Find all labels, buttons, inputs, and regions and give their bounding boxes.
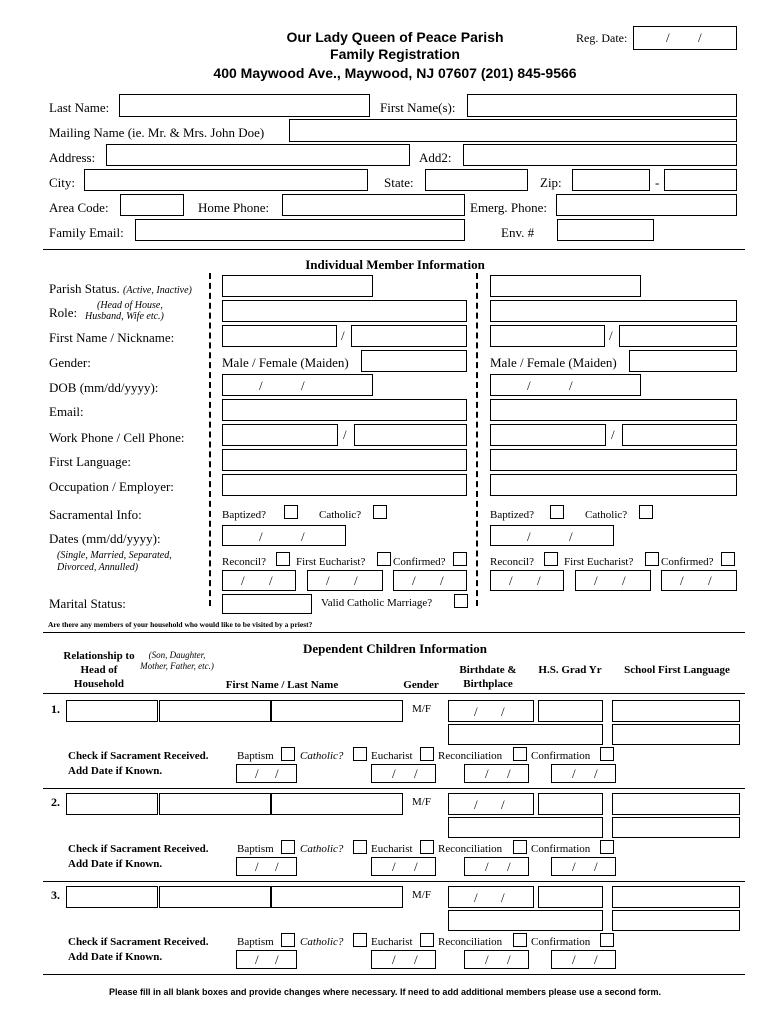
member-b-baptized-check[interactable]: [550, 505, 564, 519]
reg-date-input[interactable]: / /: [633, 26, 737, 50]
city-input[interactable]: [84, 169, 368, 191]
divider: [43, 881, 745, 882]
env-input[interactable]: [557, 219, 654, 241]
divider: [43, 788, 745, 789]
baptism-check[interactable]: [281, 747, 295, 761]
eucharist-date[interactable]: / /: [371, 950, 436, 969]
member-b-dob[interactable]: / /: [490, 374, 641, 396]
reconciliation-label: Reconciliation: [438, 936, 503, 948]
check-sacrament-label: Check if Sacrament Received.: [68, 843, 209, 855]
member-b-eucharist-date[interactable]: / /: [575, 570, 651, 591]
emerg-phone-label: Emerg. Phone:: [470, 200, 548, 215]
reconciliation-date[interactable]: / /: [464, 764, 529, 783]
member-a-reconcil-check[interactable]: [276, 552, 290, 566]
child-birthdate-input[interactable]: / /: [448, 886, 534, 908]
role-hint: (Head of House,: [97, 300, 163, 311]
language-label: First Language:: [49, 454, 131, 469]
confirmation-check[interactable]: [600, 747, 614, 761]
member-b-reconcil-date[interactable]: / /: [490, 570, 564, 591]
child-school-input[interactable]: [612, 700, 740, 722]
baptism-label: Baptism: [237, 750, 274, 762]
add-date-label: Add Date if Known.: [68, 858, 163, 870]
env-label: Env. #: [501, 225, 535, 240]
eucharist-label: Eucharist: [371, 750, 413, 762]
home-phone-input[interactable]: [282, 194, 465, 216]
child-relationship-input[interactable]: [66, 793, 158, 815]
member-b-gender-text: Male / Female (Maiden): [490, 355, 617, 370]
state-input[interactable]: [425, 169, 528, 191]
divider: [43, 632, 745, 633]
add2-input[interactable]: [463, 144, 737, 166]
member-a-nickname[interactable]: [351, 325, 467, 347]
child-school-input[interactable]: [612, 793, 740, 815]
eucharist-check[interactable]: [420, 933, 434, 947]
child-birthplace-input[interactable]: [448, 910, 603, 931]
children-title: Dependent Children Information: [303, 641, 487, 656]
child-grad-input[interactable]: [538, 700, 603, 722]
confirmation-check[interactable]: [600, 840, 614, 854]
catholic-check[interactable]: [353, 747, 367, 761]
catholic-check[interactable]: [353, 933, 367, 947]
confirmation-label: Confirmation: [531, 936, 591, 948]
baptism-label: Baptism: [237, 936, 274, 948]
member-a-cell-phone[interactable]: [354, 424, 467, 446]
mailing-label: Mailing Name (ie. Mr. & Mrs. John Doe): [49, 125, 265, 140]
catholic-label: Catholic?: [300, 750, 344, 762]
child-language-input[interactable]: [612, 910, 740, 931]
zip4-input[interactable]: [664, 169, 737, 191]
last-name-label: Last Name:: [49, 100, 110, 115]
parish-status-label: Parish Status. (Active, Inactive): [49, 281, 192, 296]
member-b-reconcil-check[interactable]: [544, 552, 558, 566]
reconciliation-label: Reconciliation: [438, 843, 503, 855]
baptism-date[interactable]: / /: [236, 857, 297, 876]
child-last-name-input[interactable]: [271, 886, 403, 908]
eucharist-date[interactable]: / /: [371, 857, 436, 876]
child-last-name-input[interactable]: [271, 700, 403, 722]
child-row-number: 1.: [51, 702, 60, 716]
member-a-role[interactable]: [222, 300, 467, 322]
baptism-check[interactable]: [281, 933, 295, 947]
child-mf: M/F: [412, 889, 431, 901]
area-code-input[interactable]: [120, 194, 184, 216]
phones-label: Work Phone / Cell Phone:: [49, 430, 185, 445]
confirmation-date[interactable]: / /: [551, 764, 616, 783]
baptism-check[interactable]: [281, 840, 295, 854]
member-b-parish-status[interactable]: [490, 275, 641, 297]
member-b-confirmed-check[interactable]: [721, 552, 735, 566]
child-grad-input[interactable]: [538, 793, 603, 815]
dates-label: Dates (mm/dd/yyyy):: [49, 531, 161, 546]
col-birth: Birthdate & Birthplace: [459, 664, 517, 690]
child-row-number: 3.: [51, 888, 60, 902]
catholic-label: Catholic?: [300, 936, 344, 948]
eucharist-check[interactable]: [420, 840, 434, 854]
state-label: State:: [384, 175, 414, 190]
parish-address: 400 Maywood Ave., Maywood, NJ 07607 (201) 845-9566: [213, 65, 577, 81]
child-grad-input[interactable]: [538, 886, 603, 908]
col-relationship: Relationship to Head of Household: [63, 650, 135, 690]
dob-label: DOB (mm/dd/yyyy):: [49, 380, 159, 395]
area-code-label: Area Code:: [49, 200, 109, 215]
role-label: Role:: [49, 305, 78, 320]
member-b-cell-phone[interactable]: [622, 424, 737, 446]
col-school: School First Language: [624, 664, 730, 676]
member-a-reconcil-date[interactable]: / /: [222, 570, 296, 591]
valid-marriage-label: Valid Catholic Marriage?: [321, 597, 433, 609]
child-relationship-input[interactable]: [66, 886, 158, 908]
check-sacrament-label: Check if Sacrament Received.: [68, 936, 209, 948]
child-first-name-input[interactable]: [159, 886, 271, 908]
col-grad: H.S. Grad Yr: [538, 664, 602, 676]
member-b-nickname[interactable]: [619, 325, 737, 347]
member-b-eucharist: First Eucharist?: [564, 556, 634, 568]
reconciliation-check[interactable]: [513, 747, 527, 761]
mailing-input[interactable]: [289, 119, 737, 142]
member-a-language[interactable]: [222, 449, 467, 471]
member-b-confirmed: Confirmed?: [661, 556, 714, 568]
child-relationship-input[interactable]: [66, 700, 158, 722]
add2-label: Add2:: [419, 150, 452, 165]
child-language-input[interactable]: [612, 724, 740, 745]
family-email-input[interactable]: [135, 219, 465, 241]
member-a-confirmed: Confirmed?: [393, 556, 446, 568]
member-b-sacrament-date[interactable]: / /: [490, 525, 614, 546]
first-name-label: First Name / Nickname:: [49, 330, 175, 345]
dates-hint: Divorced, Annulled): [57, 562, 139, 573]
sacramental-label: Sacramental Info:: [49, 507, 142, 522]
first-names-label: First Name(s):: [380, 100, 456, 115]
member-a-baptized: Baptized?: [222, 509, 266, 521]
col-gender: Gender: [403, 679, 439, 691]
marital-label: Marital Status:: [49, 596, 126, 611]
member-b-eucharist-check[interactable]: [645, 552, 659, 566]
confirmation-label: Confirmation: [531, 750, 591, 762]
slash: /: [609, 328, 613, 343]
parish-name: Our Lady Queen of Peace Parish: [286, 29, 504, 45]
divider: [43, 249, 745, 250]
home-phone-label: Home Phone:: [198, 200, 270, 215]
col-relationship-hint: (Son, Daughter, Mother, Father, etc.): [140, 650, 214, 671]
email-label: Email:: [49, 404, 84, 419]
member-b-language[interactable]: [490, 449, 737, 471]
baptism-label: Baptism: [237, 843, 274, 855]
first-names-input[interactable]: [467, 94, 737, 117]
child-birthdate-input[interactable]: / /: [448, 793, 534, 815]
add-date-label: Add Date if Known.: [68, 765, 163, 777]
zip-input[interactable]: [572, 169, 650, 191]
member-b-occupation[interactable]: [490, 474, 737, 496]
occupation-label: Occupation / Employer:: [49, 479, 174, 494]
eucharist-check[interactable]: [420, 747, 434, 761]
member-a-parish-status[interactable]: [222, 275, 373, 297]
check-sacrament-label: Check if Sacrament Received.: [68, 750, 209, 762]
child-row-number: 2.: [51, 795, 60, 809]
family-email-label: Family Email:: [49, 225, 124, 240]
member-b-confirmed-date[interactable]: / /: [661, 570, 737, 591]
member-a-maiden[interactable]: [361, 350, 467, 372]
eucharist-label: Eucharist: [371, 843, 413, 855]
address-label: Address:: [49, 150, 96, 165]
zip-label: Zip:: [540, 175, 562, 190]
member-a-catholic: Catholic?: [319, 509, 362, 521]
footer-note: Please fill in all blank boxes and provide changes where necessary. If need to add additional members please use a second form.: [108, 987, 662, 997]
form-title: Family Registration: [330, 46, 460, 62]
child-last-name-input[interactable]: [271, 793, 403, 815]
eucharist-date[interactable]: / /: [371, 764, 436, 783]
gender-label: Gender:: [49, 355, 91, 370]
emerg-phone-input[interactable]: [556, 194, 737, 216]
member-a-dob[interactable]: / /: [222, 374, 373, 396]
member-b-maiden[interactable]: [629, 350, 737, 372]
confirmation-date[interactable]: / /: [551, 950, 616, 969]
child-school-input[interactable]: [612, 886, 740, 908]
separator: [476, 273, 478, 606]
member-a-reconcil: Reconcil?: [222, 556, 266, 568]
divider: [43, 974, 745, 975]
reconciliation-label: Reconciliation: [438, 750, 503, 762]
dates-hint: (Single, Married, Separated,: [57, 550, 172, 561]
city-label: City:: [49, 175, 76, 190]
member-b-baptized: Baptized?: [490, 509, 534, 521]
eucharist-label: Eucharist: [371, 936, 413, 948]
confirmation-check[interactable]: [600, 933, 614, 947]
member-a-confirmed-date[interactable]: / /: [393, 570, 467, 591]
member-a-confirmed-check[interactable]: [453, 552, 467, 566]
last-name-input[interactable]: [119, 94, 370, 117]
slash: /: [341, 328, 345, 343]
member-b-work-phone[interactable]: [490, 424, 606, 446]
member-b-reconcil: Reconcil?: [490, 556, 534, 568]
child-birthplace-input[interactable]: [448, 724, 603, 745]
valid-marriage-check[interactable]: [454, 594, 468, 608]
reconciliation-check[interactable]: [513, 933, 527, 947]
visit-question: Are there any members of your household who would like to be visited by a priest?: [48, 620, 313, 629]
member-b-catholic-check[interactable]: [639, 505, 653, 519]
member-a-email[interactable]: [222, 399, 467, 421]
child-mf: M/F: [412, 796, 431, 808]
baptism-date[interactable]: / /: [236, 764, 297, 783]
member-a-eucharist-check[interactable]: [377, 552, 391, 566]
member-a-work-phone[interactable]: [222, 424, 338, 446]
member-a-occupation[interactable]: [222, 474, 467, 496]
reconciliation-date[interactable]: / /: [464, 950, 529, 969]
confirmation-label: Confirmation: [531, 843, 591, 855]
member-a-eucharist-date[interactable]: / /: [307, 570, 383, 591]
catholic-label: Catholic?: [300, 843, 344, 855]
baptism-date[interactable]: / /: [236, 950, 297, 969]
member-b-email[interactable]: [490, 399, 737, 421]
child-birthdate-input[interactable]: / /: [448, 700, 534, 722]
child-language-input[interactable]: [612, 817, 740, 838]
member-a-catholic-check[interactable]: [373, 505, 387, 519]
col-name: First Name / Last Name: [225, 679, 339, 691]
member-b-first-name[interactable]: [490, 325, 605, 347]
confirmation-date[interactable]: / /: [551, 857, 616, 876]
address-input[interactable]: [106, 144, 410, 166]
child-birthplace-input[interactable]: [448, 817, 603, 838]
child-mf: M/F: [412, 703, 431, 715]
child-first-name-input[interactable]: [159, 793, 271, 815]
individual-title: Individual Member Information: [305, 257, 485, 272]
member-a-marital[interactable]: [222, 594, 312, 614]
reconciliation-check[interactable]: [513, 840, 527, 854]
member-b-catholic: Catholic?: [585, 509, 628, 521]
slash: /: [611, 427, 615, 442]
member-a-eucharist: First Eucharist?: [296, 556, 366, 568]
child-first-name-input[interactable]: [159, 700, 271, 722]
catholic-check[interactable]: [353, 840, 367, 854]
reg-date-label: Reg. Date:: [576, 31, 628, 45]
add-date-label: Add Date if Known.: [68, 951, 163, 963]
divider: [43, 693, 745, 694]
member-a-sacrament-date[interactable]: / /: [222, 525, 346, 546]
reconciliation-date[interactable]: / /: [464, 857, 529, 876]
member-a-gender-text: Male / Female (Maiden): [222, 355, 349, 370]
member-a-baptized-check[interactable]: [284, 505, 298, 519]
member-a-first-name[interactable]: [222, 325, 337, 347]
role-hint: Husband, Wife etc.): [85, 311, 164, 322]
zip-dash: -: [655, 175, 660, 190]
separator: [209, 273, 211, 606]
slash: /: [343, 427, 347, 442]
member-b-role[interactable]: [490, 300, 737, 322]
